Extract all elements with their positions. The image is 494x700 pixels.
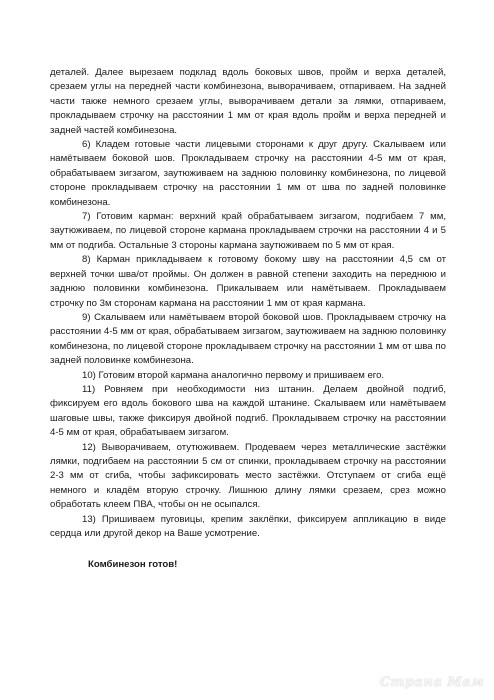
paragraph-step-8: 8) Карман прикладываем к готовому бокому шву на расстоянии 4,5 см от верхней точки шва/от проймы. Он должен в равной степени заходить на переднюю и заднюю половинки комбинезона. Прикалываем или намётываем. Прокладываем строчку по 3м сторонам кармана на расстоянии 1 мм от края кармана.	[50, 254, 446, 309]
paragraph-step-6: 6) Кладем готовые части лицевыми сторонами к друг другу. Скалываем или намётываем боковой шов. Прокладываем строчку на расстоянии 4-5 мм от края, обрабатываем зигзагом, заутюживаем на заднюю половинку комбинезона, по лицевой стороне прокладываем строчку на расстоянии 1 мм от шва по задней половинке комбинезона.	[50, 139, 446, 208]
paragraph-step-10: 10) Готовим второй кармана аналогично первому и пришиваем его.	[82, 369, 385, 381]
paragraph-step-7: 7) Готовим карман: верхний край обрабатываем зигзагом, подгибаем 7 мм, заутюживаем, по лицевой стороне кармана прокладываем строчки на расстоянии 4 и 5 мм от подгиба. Остальные 3 стороны кармана заутюживаем по 5 мм от края.	[50, 211, 446, 251]
final-statement: Комбинезон готов!	[88, 559, 178, 570]
instructions-text	[50, 66, 446, 541]
paragraph-step-12: 12) Выворачиваем, отутюживаем. Продеваем через металлические застёжки лямки, подгибаем на расстоянии 5 см от спинки, прокладываем строчку на расстоянии 2-3 мм от сгиба, чтобы зафиксировать место застёжки. Отступаем от сгиба ещё немного и кладём вторую строчку. Лишнюю длину лямки срезаем, срез можно обработать клеем ПВА, чтобы он не осыпался.	[50, 441, 446, 511]
paragraph-continuation: деталей. Далее вырезаем подклад вдоль боковых швов, пройм и верха деталей, срезаем углы на передней части комбинезона, выворачиваем, отпариваем. На задней части также немного срезаем углы, выворачиваем детали за лямки, отпариваем, прокладываем строчку на расстоянии 1 мм от края вдоль пройм и верха передней и задней частей комбинезона.	[50, 67, 446, 136]
paragraph-step-9: 9) Скалываем или намётываем второй боковой шов. Прокладываем строчку на расстоянии 4-5 мм от края, обрабатываем зигзагом, заутюживаем на заднюю половинку комбинезона, по лицевой стороне прокладываем строчку на расстоянии 1 мм от шва по задней половинке комбинезона.	[50, 311, 446, 367]
watermark-logo: Страна Мам	[379, 675, 484, 690]
paragraph-step-13: 13) Пришиваем пуговицы, крепим заклёпки, фиксируем аппликацию в виде сердца или другой декор на Ваше усмотрение.	[50, 513, 446, 539]
paragraph-step-11: 11) Ровняем при необходимости низ штанин. Делаем двойной подгиб, фиксируем его вдоль бокового шва на каждой штанине. Скалываем или намётываем шаговые швы, также фиксируя двойной подгиб. Прокладываем строчку на расстоянии 4-5 мм от края, обрабатываем зигзагом.	[50, 383, 446, 439]
